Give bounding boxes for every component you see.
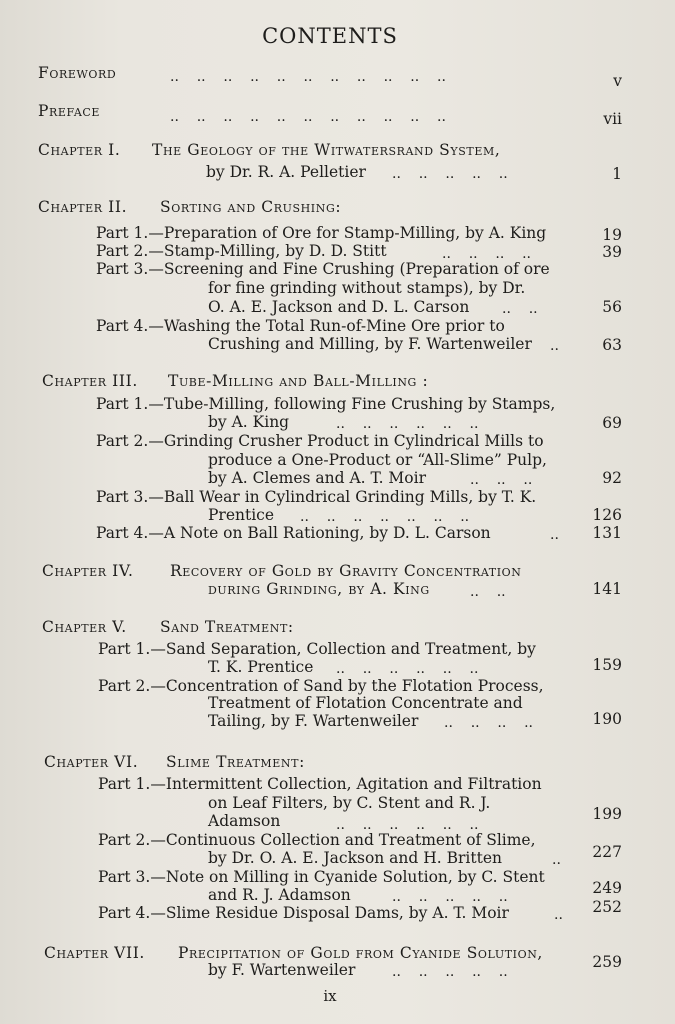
- ch6-part-1-line-2: on Leaf Filters, by C. Stent and R. J.: [208, 794, 491, 812]
- ch3-part-2-line-2: produce a One-Product or “All-Slime” Pulp,: [208, 451, 547, 469]
- ch5-part-2-line-1: Part 2.—Concentration of Sand by the Flotation Process,: [98, 677, 544, 695]
- chapter-2-heading: Chapter II.: [38, 198, 128, 216]
- ch3-part-1-line-1: Part 1.—Tube-Milling, following Fine Crushing by Stamps,: [96, 395, 556, 413]
- chapter-6-heading: Chapter VI.: [44, 753, 139, 771]
- chapter-2-title: Sorting and Crushing:: [160, 198, 342, 216]
- ch2-part-3-page: 56: [602, 298, 622, 316]
- ch6-part-1-page: 199: [592, 805, 622, 823]
- ch2-part-3-line-1: Part 3.—Screening and Fine Crushing (Preparation of ore: [96, 260, 550, 278]
- leader-dots: .. .. .. .. .. .. .. .. .. .. ..: [170, 109, 446, 125]
- leader-dots: .. .. ..: [470, 472, 533, 488]
- ch6-part-2-line-2: by Dr. O. A. E. Jackson and H. Britten: [208, 849, 503, 867]
- ch3-part-3-page: 126: [592, 506, 622, 524]
- chapter-1-heading: Chapter I.: [38, 141, 121, 159]
- page-title: CONTENTS: [262, 24, 398, 48]
- chapter-4-author: during Grinding, by A. King: [208, 580, 430, 598]
- page-folio: ix: [323, 987, 337, 1005]
- chapter-1-title: The Geology of the Witwatersrand System,: [152, 141, 501, 159]
- ch5-part-2-line-2: Treatment of Flotation Concentrate and: [208, 694, 523, 712]
- chapter-3-heading: Chapter III.: [42, 372, 138, 390]
- ch5-part-1-page: 159: [592, 656, 622, 674]
- ch3-part-2-line-3: by A. Clemes and A. T. Moir: [208, 469, 426, 487]
- leader-dots: .. .. .. ..: [444, 715, 534, 731]
- ch6-part-3-line-1: Part 3.—Note on Milling in Cyanide Solution, by C. Stent: [98, 868, 545, 886]
- ch3-part-1-page: 69: [602, 414, 622, 432]
- ch2-part-2: Part 2.—Stamp-Milling, by D. D. Stitt: [96, 242, 387, 260]
- chapter-7-heading: Chapter VII.: [44, 944, 145, 962]
- leader-dots: .. ..: [470, 584, 506, 600]
- leader-dots: ..: [552, 852, 561, 868]
- ch2-part-3-line-3: O. A. E. Jackson and D. L. Carson: [208, 298, 470, 316]
- ch2-part-1: Part 1.—Preparation of Ore for Stamp-Milling, by A. King: [96, 224, 547, 242]
- ch3-part-4-page: 131: [592, 524, 622, 542]
- chapter-4-page: 141: [592, 580, 622, 598]
- ch2-part-4-line-2: Crushing and Milling, by F. Wartenweiler: [208, 335, 532, 353]
- ch3-part-1-line-2: by A. King: [208, 413, 290, 431]
- leader-dots: ..: [550, 527, 559, 543]
- ch5-part-1-line-2: T. K. Prentice: [208, 658, 314, 676]
- chapter-5-title: Sand Treatment:: [160, 618, 294, 636]
- leader-dots: .. .. .. .. .. ..: [336, 817, 479, 833]
- ch2-part-4-page: 63: [602, 336, 622, 354]
- leader-dots: ..: [554, 907, 563, 923]
- ch2-part-1-page: 19: [602, 226, 622, 244]
- chapter-3-title: Tube-Milling and Ball-Milling :: [168, 372, 429, 390]
- leader-dots: .. .. .. .. .. ..: [336, 661, 479, 677]
- ch3-part-3-line-2: Prentice: [208, 506, 275, 524]
- ch6-part-4: Part 4.—Slime Residue Disposal Dams, by A. T. Moir: [98, 904, 509, 922]
- ch3-part-3-line-1: Part 3.—Ball Wear in Cylindrical Grinding Mills, by T. K.: [96, 488, 537, 506]
- chapter-4-heading: Chapter IV.: [42, 562, 134, 580]
- leader-dots: .. .. .. .. ..: [392, 166, 508, 182]
- ch5-part-1-line-1: Part 1.—Sand Separation, Collection and Treatment, by: [98, 640, 536, 658]
- leader-dots: .. .. .. .. ..: [392, 889, 508, 905]
- chapter-1-page: 1: [612, 165, 622, 183]
- ch3-part-2-page: 92: [602, 469, 622, 487]
- ch6-part-1-line-1: Part 1.—Intermittent Collection, Agitation and Filtration: [98, 775, 542, 793]
- preface-label: Preface: [38, 102, 101, 120]
- chapter-5-heading: Chapter V.: [42, 618, 127, 636]
- ch6-part-3-line-2: and R. J. Adamson: [208, 886, 351, 904]
- foreword-page: v: [613, 72, 622, 90]
- ch2-part-3-line-2: for fine grinding without stamps), by Dr.: [208, 279, 526, 297]
- leader-dots: .. .. .. .. .. ..: [336, 416, 479, 432]
- chapter-7-title: Precipitation of Gold from Cyanide Solution,: [178, 944, 543, 962]
- ch6-part-1-line-3: Adamson: [208, 812, 281, 830]
- leader-dots: .. .. .. ..: [442, 246, 532, 262]
- ch5-part-2-page: 190: [592, 710, 622, 728]
- ch6-part-2-page: 227: [592, 843, 622, 861]
- ch6-part-2-line-1: Part 2.—Continuous Collection and Treatment of Slime,: [98, 831, 536, 849]
- leader-dots: .. .. .. .. ..: [392, 964, 508, 980]
- chapter-7-page: 259: [592, 953, 622, 971]
- ch5-part-2-line-3: Tailing, by F. Wartenweiler: [208, 712, 419, 730]
- chapter-7-author: by F. Wartenweiler: [208, 961, 356, 979]
- foreword-label: Foreword: [38, 64, 117, 82]
- ch3-part-2-line-1: Part 2.—Grinding Crusher Product in Cylindrical Mills to: [96, 432, 544, 450]
- chapter-4-title: Recovery of Gold by Gravity Concentration: [170, 562, 522, 580]
- leader-dots: ..: [550, 338, 559, 354]
- chapter-1-author: by Dr. R. A. Pelletier: [206, 163, 366, 181]
- leader-dots: .. .. .. .. .. .. ..: [300, 509, 470, 525]
- leader-dots: .. ..: [502, 301, 538, 317]
- ch2-part-4-line-1: Part 4.—Washing the Total Run-of-Mine Ore prior to: [96, 317, 505, 335]
- ch3-part-4: Part 4.—A Note on Ball Rationing, by D. L. Carson: [96, 524, 491, 542]
- ch2-part-2-page: 39: [602, 243, 622, 261]
- ch6-part-4-page: 252: [592, 898, 622, 916]
- preface-page: vii: [603, 110, 622, 128]
- leader-dots: .. .. .. .. .. .. .. .. .. .. ..: [170, 69, 446, 85]
- ch6-part-3-page: 249: [592, 879, 622, 897]
- chapter-6-title: Slime Treatment:: [166, 753, 305, 771]
